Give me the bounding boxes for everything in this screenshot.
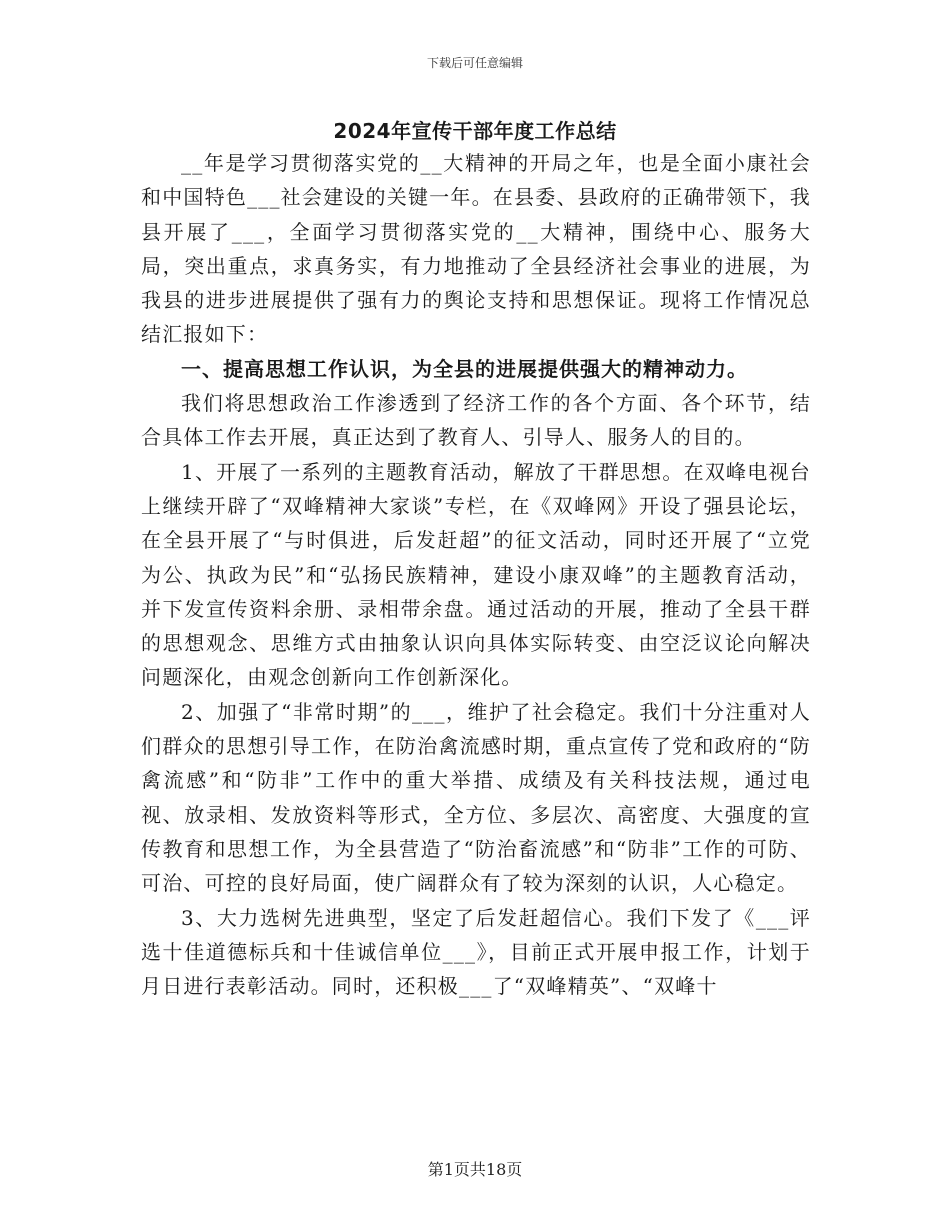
paragraph-overview: 我们将思想政治工作渗透到了经济工作的各个方面、各个环节，结合具体工作去开展，真正达到了教育人、引导人、服务人的目的。 (141, 391, 811, 450)
paragraph-item-2: 2、加强了“非常时期”的___，维护了社会稳定。我们十分注重对人们群众的思想引导工作，在防治禽流感时期，重点宣传了党和政府的“防禽流感”和“防非”工作中的重大举措、成绩及有关科技法规，通过电视、放录相、发放资料等形式，全方位、多层次、高密度、大强度的宣传教育和思想工作，为全县营造了“防治畜流感”和“防非”工作的可防、可治、可控的良好局面，使广阔群众有了较为深刻的认识，人心稳定。 (141, 699, 811, 896)
page-number-footer: 第1页共18页 (427, 1160, 523, 1179)
paragraph-intro: __年是学习贯彻落实党的__大精神的开局之年，也是全面小康社会和中国特色___社会建设的关键一年。在县委、县政府的正确带领下，我县开展了___，全面学习贯彻落实党的__大精神，围绕中心、服务大局，突出重点，求真务实，有力地推动了全县经济社会事业的进展，为我县的进步进展提供了强有力的舆论支持和思想保证。现将工作情况总结汇报如下： (141, 151, 811, 347)
document-body (141, 146, 811, 1003)
section-heading-1: 一、提高思想工作认识，为全县的进展提供强大的精神动力。 (181, 356, 748, 381)
header-note: 下载后可任意编辑 (426, 56, 523, 70)
paragraph-item-3: 3、大力选树先进典型，坚定了后发赶超信心。我们下发了《___评选十佳道德标兵和十佳诚信单位___》，目前正式开展申报工作，计划于月日进行表彰活动。同时，还积极___了“双峰精英”、“双峰十 (141, 905, 811, 999)
document-title: 2024年宣传干部年度工作总结 (333, 119, 617, 143)
paragraph-item-1: 1、开展了一系列的主题教育活动，解放了干群思想。在双峰电视台上继续开辟了“双峰精神大家谈”专栏，在《双峰网》开设了强县论坛，在全县开展了“与时俱进，后发赶超”的征文活动，同时还开展了“立党为公、执政为民”和“弘扬民族精神，建设小康双峰”的主题教育活动，并下发宣传资料余册、录相带余盘。通过活动的开展，推动了全县干群的思想观念、思维方式由抽象认识向具体实际转变、由空泛议论向解决问题深化，由观念创新向工作创新深化。 (141, 459, 811, 690)
